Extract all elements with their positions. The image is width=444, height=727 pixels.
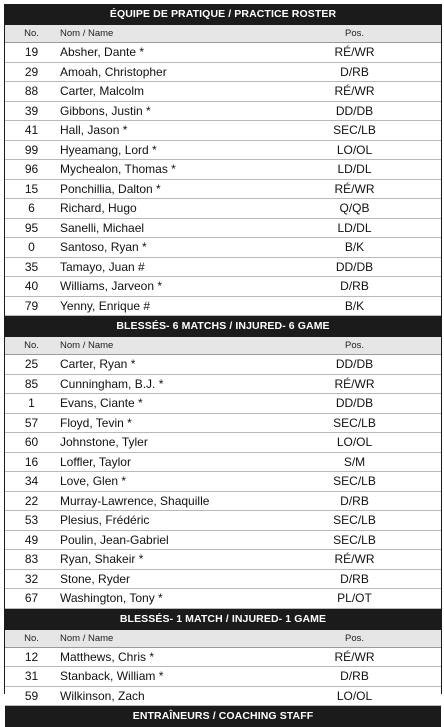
column-header-row xyxy=(5,630,441,648)
player-position: RÉ/WR xyxy=(334,649,375,664)
table-row xyxy=(5,219,441,239)
player-number: 99 xyxy=(24,142,39,157)
table-row xyxy=(5,687,441,707)
player-number: 22 xyxy=(24,493,39,508)
player-name: Carter, Ryan * xyxy=(60,357,136,372)
player-position: SEC/LB xyxy=(333,532,376,547)
player-number: 49 xyxy=(24,532,39,547)
player-number: 60 xyxy=(24,435,39,450)
header-position: Pos. xyxy=(344,28,364,39)
player-name: Evans, Ciante * xyxy=(60,396,143,411)
player-position: SEC/LB xyxy=(333,123,376,138)
column-header-row xyxy=(5,25,441,43)
table-row xyxy=(5,63,441,83)
player-number: 29 xyxy=(24,64,39,79)
table-row xyxy=(5,277,441,297)
coaching-staff-title: ENTRAÎNEURS / COACHING STAFF xyxy=(5,706,441,727)
player-position: D/RB xyxy=(340,279,369,294)
table-row xyxy=(5,492,441,512)
player-position: SEC/LB xyxy=(333,474,376,489)
section-title: BLESSÉS- 6 MATCHS / INJURED- 6 GAME xyxy=(5,316,441,337)
player-number: 34 xyxy=(24,474,39,489)
player-name: Murray-Lawrence, Shaquille xyxy=(60,493,210,508)
table-row xyxy=(5,199,441,219)
player-name: Amoah, Christopher xyxy=(60,64,167,79)
player-position: DD/DB xyxy=(335,357,374,372)
player-name: Wilkinson, Zach xyxy=(60,688,145,703)
player-position: RÉ/WR xyxy=(334,45,375,60)
table-row xyxy=(5,394,441,414)
header-number: No. xyxy=(24,340,39,351)
roster-sheet xyxy=(4,4,442,722)
player-position: RÉ/WR xyxy=(334,84,375,99)
table-row xyxy=(5,102,441,122)
player-name: Richard, Hugo xyxy=(60,201,137,216)
player-number: 0 xyxy=(28,240,35,255)
player-number: 1 xyxy=(28,396,35,411)
player-name: Tamayo, Juan # xyxy=(60,259,145,274)
column-header-row xyxy=(5,337,441,355)
player-number: 40 xyxy=(24,279,39,294)
player-name: Absher, Dante * xyxy=(60,45,145,60)
player-name: Mychealon, Thomas * xyxy=(60,162,176,177)
player-number: 83 xyxy=(24,552,39,567)
player-position: RÉ/WR xyxy=(334,181,375,196)
player-name: Johnstone, Tyler xyxy=(60,435,148,450)
table-row xyxy=(5,180,441,200)
player-name: Cunningham, B.J. * xyxy=(60,376,164,391)
player-name: Love, Glen * xyxy=(60,474,127,489)
player-position: D/RB xyxy=(340,493,369,508)
table-row xyxy=(5,511,441,531)
header-name: Nom / Name xyxy=(60,340,114,351)
player-position: LD/DL xyxy=(337,162,372,177)
player-number: 25 xyxy=(24,357,39,372)
header-number: No. xyxy=(24,632,39,644)
header-number: No. xyxy=(24,28,39,39)
player-name: Plesius, Frédéric xyxy=(60,513,150,528)
player-number: 79 xyxy=(24,298,39,313)
section-title: BLESSÉS- 1 MATCH / INJURED- 1 GAME xyxy=(5,609,441,630)
player-position: Q/QB xyxy=(339,201,370,216)
player-position: SEC/LB xyxy=(333,513,376,528)
player-number: 16 xyxy=(24,454,39,469)
player-name: Yenny, Enrique # xyxy=(60,298,151,313)
player-name: Santoso, Ryan * xyxy=(60,240,147,255)
injured-6-game-rows xyxy=(5,355,441,609)
practice-roster-section xyxy=(5,4,441,316)
player-number: 53 xyxy=(24,513,39,528)
player-position: LD/DL xyxy=(337,220,372,235)
player-position: D/RB xyxy=(340,669,369,684)
player-name: Matthews, Chris * xyxy=(60,649,155,664)
player-name: Gibbons, Justin * xyxy=(60,103,151,118)
table-row xyxy=(5,550,441,570)
player-name: Washington, Tony * xyxy=(60,591,163,606)
table-row xyxy=(5,43,441,63)
player-position: RÉ/WR xyxy=(334,376,375,391)
player-position: D/RB xyxy=(340,64,369,79)
player-number: 41 xyxy=(24,123,39,138)
player-number: 57 xyxy=(24,415,39,430)
player-position: B/K xyxy=(344,240,365,255)
injured-1-game-section xyxy=(5,609,441,707)
table-row xyxy=(5,472,441,492)
player-number: 95 xyxy=(24,220,39,235)
player-number: 31 xyxy=(24,669,39,684)
player-name: Hyeamang, Lord * xyxy=(60,142,157,157)
player-number: 35 xyxy=(24,259,39,274)
player-position: S/M xyxy=(343,454,366,469)
player-number: 88 xyxy=(24,84,39,99)
header-position: Pos. xyxy=(344,340,364,351)
player-name: Poulin, Jean-Gabriel xyxy=(60,532,169,547)
header-name: Nom / Name xyxy=(60,28,114,39)
player-number: 32 xyxy=(24,571,39,586)
table-row xyxy=(5,297,441,317)
table-row xyxy=(5,238,441,258)
player-number: 12 xyxy=(24,649,39,664)
table-row xyxy=(5,414,441,434)
section-title: ÉQUIPE DE PRATIQUE / PRACTICE ROSTER xyxy=(5,4,441,25)
table-row xyxy=(5,82,441,102)
player-name: Ryan, Shakeir * xyxy=(60,552,144,567)
player-position: B/K xyxy=(344,298,365,313)
player-number: 85 xyxy=(24,376,39,391)
table-row xyxy=(5,589,441,609)
table-row xyxy=(5,667,441,687)
player-position: DD/DB xyxy=(335,259,374,274)
table-row xyxy=(5,121,441,141)
table-row xyxy=(5,531,441,551)
player-name: Sanelli, Michael xyxy=(60,220,145,235)
table-row xyxy=(5,648,441,668)
practice-roster-rows xyxy=(5,43,441,316)
player-position: LO/OL xyxy=(336,688,373,703)
player-number: 19 xyxy=(24,45,39,60)
player-position: PL/OT xyxy=(337,591,372,606)
player-position: SEC/LB xyxy=(333,415,376,430)
player-number: 15 xyxy=(24,181,39,196)
table-row xyxy=(5,141,441,161)
player-number: 67 xyxy=(24,591,39,606)
player-number: 6 xyxy=(28,201,35,216)
table-row xyxy=(5,258,441,278)
player-position: DD/DB xyxy=(335,103,374,118)
player-position: LO/OL xyxy=(336,435,373,450)
player-number: 96 xyxy=(24,162,39,177)
player-position: DD/DB xyxy=(335,396,374,411)
player-position: RÉ/WR xyxy=(334,552,375,567)
player-position: LO/OL xyxy=(336,142,373,157)
table-row xyxy=(5,453,441,473)
table-row xyxy=(5,433,441,453)
player-name: Stone, Ryder xyxy=(60,571,131,586)
table-row xyxy=(5,160,441,180)
injured-6-game-section xyxy=(5,316,441,609)
header-position: Pos. xyxy=(344,632,364,644)
table-row xyxy=(5,375,441,395)
player-name: Carter, Malcolm xyxy=(60,84,145,99)
player-name: Floyd, Tevin * xyxy=(60,415,132,430)
player-name: Hall, Jason * xyxy=(60,123,128,138)
player-number: 39 xyxy=(24,103,39,118)
player-name: Ponchillia, Dalton * xyxy=(60,181,161,196)
player-name: Stanback, William * xyxy=(60,669,164,684)
player-number: 59 xyxy=(24,688,39,703)
player-position: D/RB xyxy=(340,571,369,586)
player-name: Williams, Jarveon * xyxy=(60,279,163,294)
header-name: Nom / Name xyxy=(60,632,114,644)
table-row xyxy=(5,570,441,590)
injured-1-game-rows xyxy=(5,648,441,707)
player-name: Loffler, Taylor xyxy=(60,454,131,469)
table-row xyxy=(5,355,441,375)
